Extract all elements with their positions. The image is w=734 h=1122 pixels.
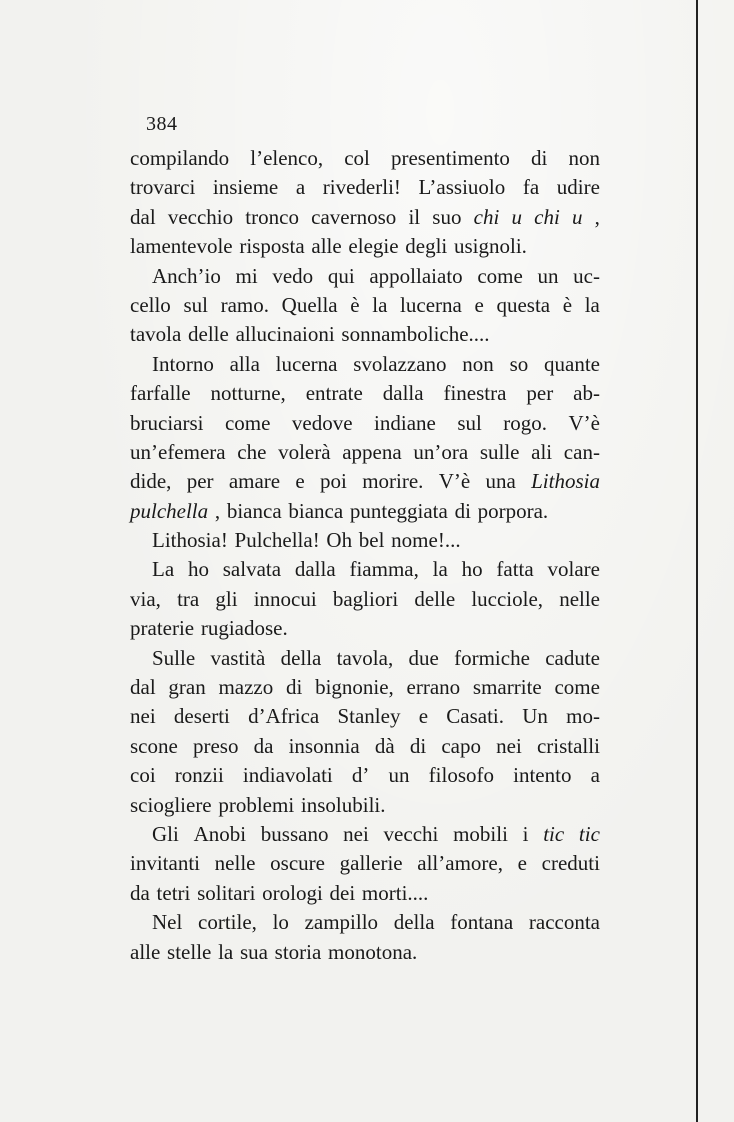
text-line: un’efemera che volerà appena un’ora sulle ali can- <box>130 439 600 464</box>
text-line: Nel cortile, lo zampillo della fontana racconta <box>152 910 600 935</box>
page-edge-line <box>696 0 698 1122</box>
text-line: pulchella , bianca bianca punteggiata di porpora. <box>130 498 549 523</box>
text-line: da tetri solitari orologi dei morti.... <box>130 880 429 905</box>
text-line: dal gran mazzo di bignonie, errano smarrite come <box>130 675 600 700</box>
page-number: 384 <box>146 113 178 135</box>
text-line: nei deserti d’Africa Stanley e Casati. Un mo- <box>130 704 600 729</box>
text-line: Anch’io mi vedo qui appollaiato come un uc- <box>152 263 600 288</box>
text-line: La ho salvata dalla fiamma, la ho fatta volare <box>152 557 600 582</box>
text-line: scone preso da insonnia dà di capo nei cristalli <box>130 733 600 758</box>
text-line: dide, per amare e poi morire. V’è una Lithosia <box>130 469 600 494</box>
text-line: sciogliere problemi insolubili. <box>130 792 386 817</box>
text-line: Sulle vastità della tavola, due formiche cadute <box>152 645 600 670</box>
text-line: bruciarsi come vedove indiane sul rogo. V’è <box>130 410 600 435</box>
text-line: praterie rugiadose. <box>130 616 288 641</box>
text-line: dal vecchio tronco cavernoso il suo chi u chi u , <box>130 204 600 229</box>
text-line: alle stelle la sua storia monotona. <box>130 939 418 964</box>
text-line: farfalle notturne, entrate dalla finestra per ab- <box>130 381 600 406</box>
text-line: Lithosia! Pulchella! Oh bel nome!... <box>152 528 461 553</box>
text-line: coi ronzii indiavolati d’ un filosofo intento a <box>130 763 600 788</box>
text-line: cello sul ramo. Quella è la lucerna e questa è la <box>130 292 600 317</box>
text-line: Gli Anobi bussano nei vecchi mobili i tic tic <box>152 821 600 846</box>
body-text <box>130 144 600 967</box>
text-line: via, tra gli innocui bagliori delle lucciole, nelle <box>130 586 600 611</box>
text-line: Intorno alla lucerna svolazzano non so quante <box>152 351 600 376</box>
text-line: trovarci insieme a rivederli! L’assiuolo fa udire <box>130 175 600 200</box>
text-line: lamentevole risposta alle elegie degli usignoli. <box>130 234 527 259</box>
text-line: invitanti nelle oscure gallerie all’amore, e creduti <box>130 851 600 876</box>
text-line: tavola delle allucinaioni sonnamboliche.... <box>130 322 490 347</box>
text-line: compilando l’elenco, col presentimento di non <box>130 146 600 170</box>
